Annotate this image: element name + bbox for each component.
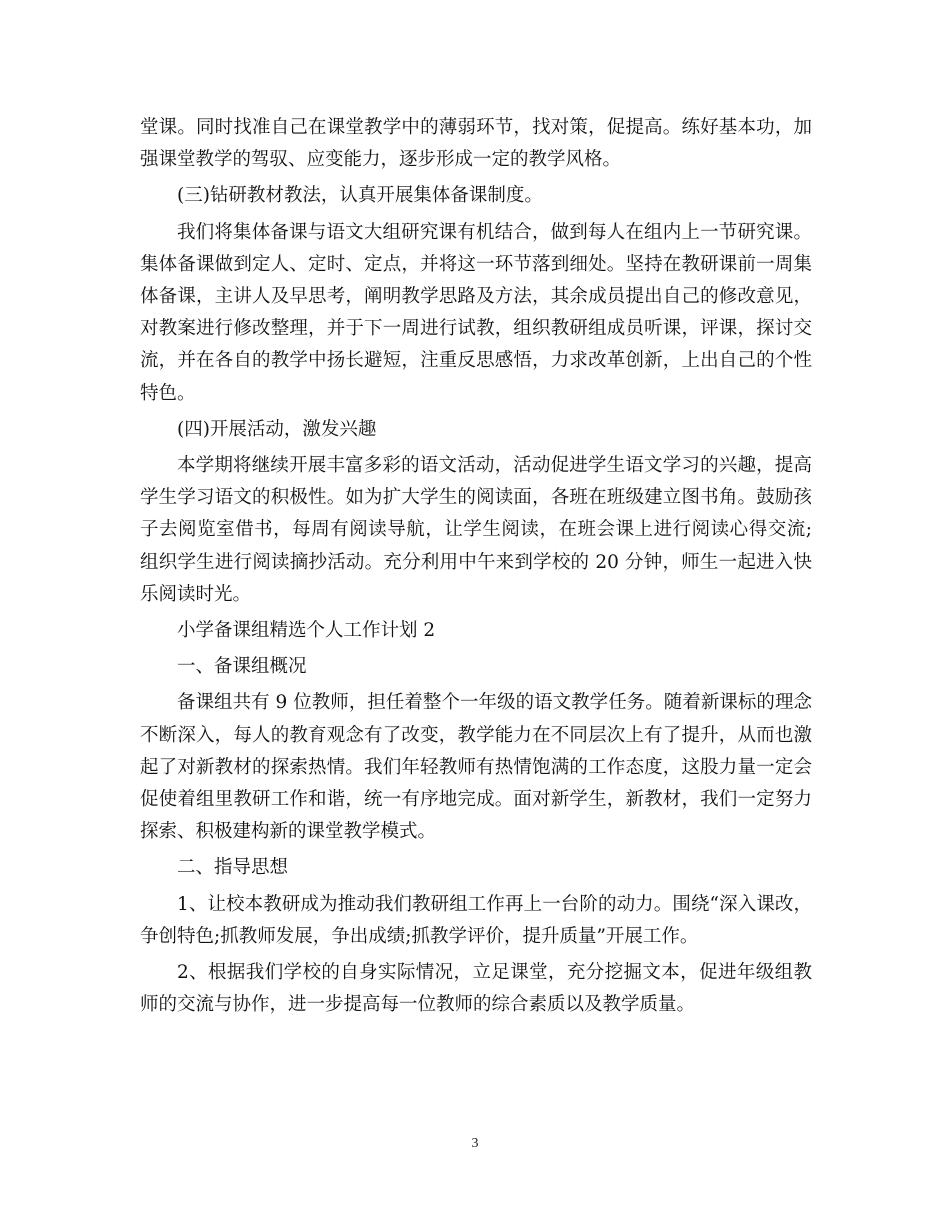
text-line: 本学期将继续开展丰富多彩的语文活动，活动促进学生语文学习的兴趣，提高 bbox=[177, 455, 812, 477]
paragraph bbox=[140, 180, 812, 212]
text-line: 起了对新教材的探索热情。我们年轻教师有热情饱满的工作态度，这股力量一定会 bbox=[140, 756, 812, 778]
text-line: 我们将集体备课与语文大组研究课有机结合，做到每人在组内上一节研究课。 bbox=[177, 221, 812, 243]
text-line: 一、备课组概况 bbox=[177, 656, 307, 678]
text-line: 堂课。同时找准自己在课堂教学中的薄弱环节，找对策，促提高。练好基本功，加 bbox=[140, 117, 812, 138]
text-line: 2、根据我们学校的自身实际情况，立足课堂，充分挖掘文本，促进年级组教 bbox=[177, 962, 812, 984]
paragraph bbox=[140, 450, 812, 611]
paragraph bbox=[140, 615, 812, 647]
text-line: 争创特色;抓教师发展，争出成绩;抓教学评价，提升质量”开展工作。 bbox=[140, 925, 699, 947]
text-line: 集体备课做到定人、定时、定点，并将这一环节落到细处。坚持在教研课前一周集 bbox=[140, 253, 812, 275]
text-line: (三)钻研教材教法，认真开展集体备课制度。 bbox=[177, 185, 543, 207]
text-line: 小学备课组精选个人工作计划 2 bbox=[177, 620, 436, 642]
paragraph bbox=[140, 889, 812, 953]
paragraph bbox=[140, 687, 812, 848]
text-line: 1、让校本教研成为推动我们教研组工作再上一台阶的动力。围绕“深入课改， bbox=[177, 893, 812, 915]
paragraph bbox=[140, 414, 812, 446]
text-line: 对教案进行修改整理，并于下一周进行试教，组织教研组成员听课，评课，探讨交 bbox=[140, 318, 812, 340]
text-line: 备课组共有 9 位教师，担任着整个一年级的语文教学任务。随着新课标的理念 bbox=[177, 692, 812, 714]
text-line: 强课堂教学的驾驭、应变能力，逐步形成一定的教学风格。 bbox=[140, 149, 622, 171]
paragraph bbox=[140, 651, 812, 683]
text-line: 流，并在各自的教学中扬长避短，注重反思感悟，力求改革创新，上出自己的个性 bbox=[140, 350, 812, 372]
text-line: 师的交流与协作，进一步提高每一位教师的综合素质以及教学质量。 bbox=[140, 994, 696, 1016]
text-line: 促使着组里教研工作和谐，统一有序地完成。面对新学生，新教材，我们一定努力 bbox=[140, 789, 812, 811]
paragraph bbox=[140, 957, 812, 1021]
text-line: 体备课，主讲人及早思考，阐明教学思路及方法，其余成员提出自己的修改意见， bbox=[140, 286, 812, 308]
document-page bbox=[140, 112, 812, 1025]
paragraph bbox=[140, 112, 812, 176]
text-line: 组织学生进行阅读摘抄活动。充分利用中午来到学校的 20 分钟，师生一起进入快 bbox=[140, 551, 812, 573]
paragraph bbox=[140, 852, 812, 884]
paragraph bbox=[140, 217, 812, 410]
text-line: (四)开展活动，激发兴趣 bbox=[177, 418, 377, 440]
text-line: 探索、积极建构新的课堂教学模式。 bbox=[140, 821, 437, 843]
text-line: 学生学习语文的积极性。如为扩大学生的阅读面，各班在班级建立图书角。鼓励孩 bbox=[140, 487, 812, 509]
text-line: 二、指导思想 bbox=[177, 857, 289, 879]
text-line: 特色。 bbox=[140, 382, 196, 404]
text-line: 不断深入，每人的教育观念有了改变，教学能力在不同层次上有了提升，从而也激 bbox=[140, 724, 812, 746]
text-line: 乐阅读时光。 bbox=[140, 583, 252, 605]
page-number: 3 bbox=[471, 1136, 479, 1151]
text-line: 子去阅览室借书，每周有阅读导航，让学生阅读，在班会课上进行阅读心得交流; bbox=[140, 519, 812, 541]
